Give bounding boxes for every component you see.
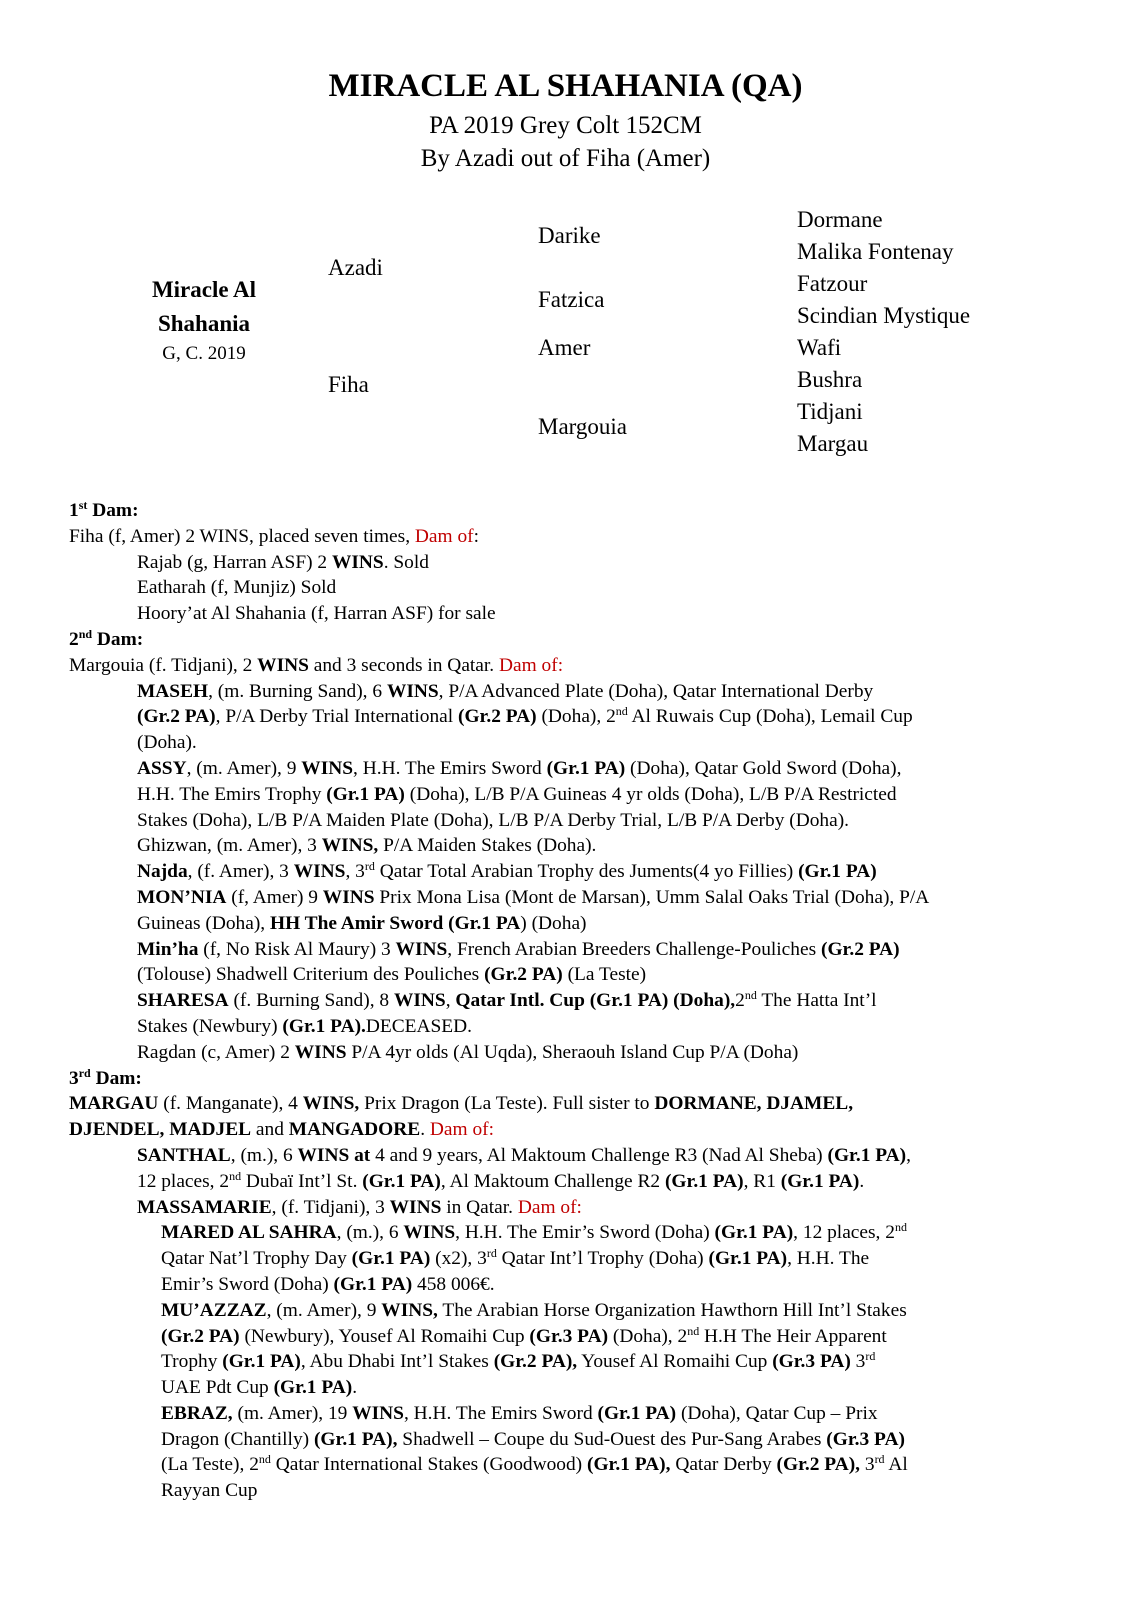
grand-produce-entry: MARED AL SAHRA, (m.), 6 WINS, H.H. The Emir’s Sword (Doha) (Gr.1 PA), 12 places, 2nd: [161, 1220, 907, 1244]
produce-entry: SANTHAL, (m.), 6 WINS at 4 and 9 years, Al Maktoum Challenge R3 (Nad Al Sheba) (Gr.1 PA),: [137, 1144, 911, 1166]
first-dam-heading: 1st Dam:: [69, 498, 139, 521]
third-dam-heading: 3rd Dam:: [69, 1065, 142, 1089]
pedigree-great-grandparent: Dormane: [797, 207, 883, 232]
third-dam-line: MARGAU (f. Manganate), 4 WINS, Prix Dragon (La Teste). Full sister to DORMANE, DJAMEL,: [69, 1093, 854, 1115]
pedigree-grandparent: Fatzica: [538, 287, 605, 312]
produce-entry-cont: Stakes (Newbury) (Gr.1 PA).DECEASED.: [137, 1015, 472, 1037]
produce-entry-cont: Guineas (Doha), HH The Amir Sword (Gr.1 PA) (Doha): [137, 912, 587, 934]
produce-entry: ASSY, (m. Amer), 9 WINS, H.H. The Emirs Sword (Gr.1 PA) (Doha), Qatar Gold Sword (Doha),: [137, 757, 902, 779]
produce-entry: Ragdan (c, Amer) 2 WINS P/A 4yr olds (Al Uqda), Sheraouh Island Cup P/A (Doha): [137, 1041, 799, 1063]
grand-produce-entry-cont: Trophy (Gr.1 PA), Abu Dhabi Int’l Stakes (Gr.2 PA), Yousef Al Romaihi Cup (Gr.3 PA) 3rd: [161, 1349, 876, 1373]
pedigree-sire: Azadi: [328, 255, 383, 280]
produce-entry: MASSAMARIE, (f. Tidjani), 3 WINS in Qatar. Dam of:: [137, 1196, 582, 1218]
grand-produce-entry-cont: Qatar Nat’l Trophy Day (Gr.1 PA) (x2), 3rd Qatar Int’l Trophy (Doha) (Gr.1 PA), H.H. The: [161, 1246, 870, 1270]
pedigree-great-grandparent: Scindian Mystique: [797, 303, 971, 328]
grand-produce-entry-cont: (Gr.2 PA) (Newbury), Yousef Al Romaihi Cup (Gr.3 PA) (Doha), 2nd H.H The Heir Apparent: [161, 1323, 887, 1347]
pedigree-grandparent: Amer: [538, 335, 591, 360]
pedigree-grandparent: Margouia: [538, 414, 628, 439]
produce-entry: Hoory’at Al Shahania (f, Harran ASF) for sale: [137, 603, 496, 625]
grand-produce-entry-cont: UAE Pdt Cup (Gr.1 PA).: [161, 1377, 358, 1399]
pedigree-great-grandparent: Malika Fontenay: [797, 239, 954, 264]
third-dam-line-cont: DJENDEL, MADJEL and MANGADORE. Dam of:: [69, 1119, 494, 1141]
pedigree-great-grandparent: Fatzour: [797, 271, 868, 296]
produce-entry: Najda, (f. Amer), 3 WINS, 3rd Qatar Total Arabian Trophy des Juments(4 yo Fillies) (Gr.1 PA): [137, 859, 877, 883]
first-dam-line: Fiha (f, Amer) 2 WINS, placed seven times, Dam of:: [69, 525, 479, 547]
pedigree-great-grandparent: Margau: [797, 431, 869, 456]
pedigree-grandparent: Darike: [538, 223, 601, 248]
produce-entry: Eatharah (f, Munjiz) Sold: [137, 577, 337, 599]
grand-produce-entry-cont: (La Teste), 2nd Qatar International Stakes (Goodwood) (Gr.1 PA), Qatar Derby (Gr.2 PA), 3rd Al: [161, 1452, 908, 1476]
produce-entry: MON’NIA (f, Amer) 9 WINS Prix Mona Lisa (Mont de Marsan), Umm Salal Oaks Trial (Doha), P/A: [137, 886, 930, 908]
grand-produce-entry: MU’AZZAZ, (m. Amer), 9 WINS, The Arabian Horse Organization Hawthorn Hill Int’l Stakes: [161, 1299, 907, 1321]
horse-description: PA 2019 Grey Colt 152CM: [429, 112, 702, 139]
produce-entry: MASEH, (m. Burning Sand), 6 WINS, P/A Advanced Plate (Doha), Qatar International Derby: [137, 680, 874, 702]
horse-title: MIRACLE AL SHAHANIA (QA): [328, 68, 803, 104]
pedigree-great-grandparent: Tidjani: [797, 399, 863, 424]
pedigree-dam: Fiha: [328, 372, 369, 397]
second-dam-heading: 2nd Dam:: [69, 626, 144, 650]
pedigree-subject-name: Miracle Al Shahania: [151, 277, 257, 336]
produce-entry-cont: (Gr.2 PA), P/A Derby Trial International (Gr.2 PA) (Doha), 2nd Al Ruwais Cup (Doha), Lemail Cup: [137, 704, 913, 728]
produce-entry-cont: (Tolouse) Shadwell Criterium des Pouliches (Gr.2 PA) (La Teste): [137, 964, 647, 986]
grand-produce-entry-cont: Dragon (Chantilly) (Gr.1 PA), Shadwell – Coupe du Sud-Ouest des Pur-Sang Arabes (Gr.3 PA): [161, 1428, 905, 1450]
pedigree-great-grandparent: Wafi: [797, 335, 842, 360]
horse-parentage: By Azadi out of Fiha (Amer): [420, 145, 711, 172]
pedigree-subject-info: G, C. 2019: [162, 343, 246, 364]
produce-entry: Rajab (g, Harran ASF) 2 WINS. Sold: [137, 551, 429, 573]
second-dam-line: Margouia (f. Tidjani), 2 WINS and 3 seconds in Qatar. Dam of:: [69, 654, 564, 676]
grand-produce-entry: EBRAZ, (m. Amer), 19 WINS, H.H. The Emirs Sword (Gr.1 PA) (Doha), Qatar Cup – Prix: [161, 1402, 878, 1424]
produce-entry-cont: 12 places, 2nd Dubaï Int’l St. (Gr.1 PA), Al Maktoum Challenge R2 (Gr.1 PA), R1 (Gr.1 PA).: [137, 1168, 865, 1192]
grand-produce-entry-cont: Rayyan Cup: [161, 1480, 258, 1502]
pedigree-great-grandparent: Bushra: [797, 367, 863, 392]
produce-entry: Ghizwan, (m. Amer), 3 WINS, P/A Maiden Stakes (Doha).: [137, 835, 597, 857]
produce-entry-cont: Stakes (Doha), L/B P/A Maiden Plate (Doha), L/B P/A Derby Trial, L/B P/A Derby (Doha).: [137, 809, 850, 831]
produce-entry: Min’ha (f, No Risk Al Maury) 3 WINS, French Arabian Breeders Challenge-Pouliches (Gr.2 PA): [137, 938, 900, 960]
produce-entry-cont: (Doha).: [137, 732, 197, 754]
produce-record: [69, 498, 1069, 1504]
produce-entry-cont: H.H. The Emirs Trophy (Gr.1 PA) (Doha), L/B P/A Guineas 4 yr olds (Doha), L/B P/A Restricted: [137, 783, 897, 805]
grand-produce-entry-cont: Emir’s Sword (Doha) (Gr.1 PA) 458 006€.: [161, 1273, 495, 1295]
produce-entry: SHARESA (f. Burning Sand), 8 WINS, Qatar Intl. Cup (Gr.1 PA) (Doha),2nd The Hatta Int’l: [137, 988, 877, 1012]
